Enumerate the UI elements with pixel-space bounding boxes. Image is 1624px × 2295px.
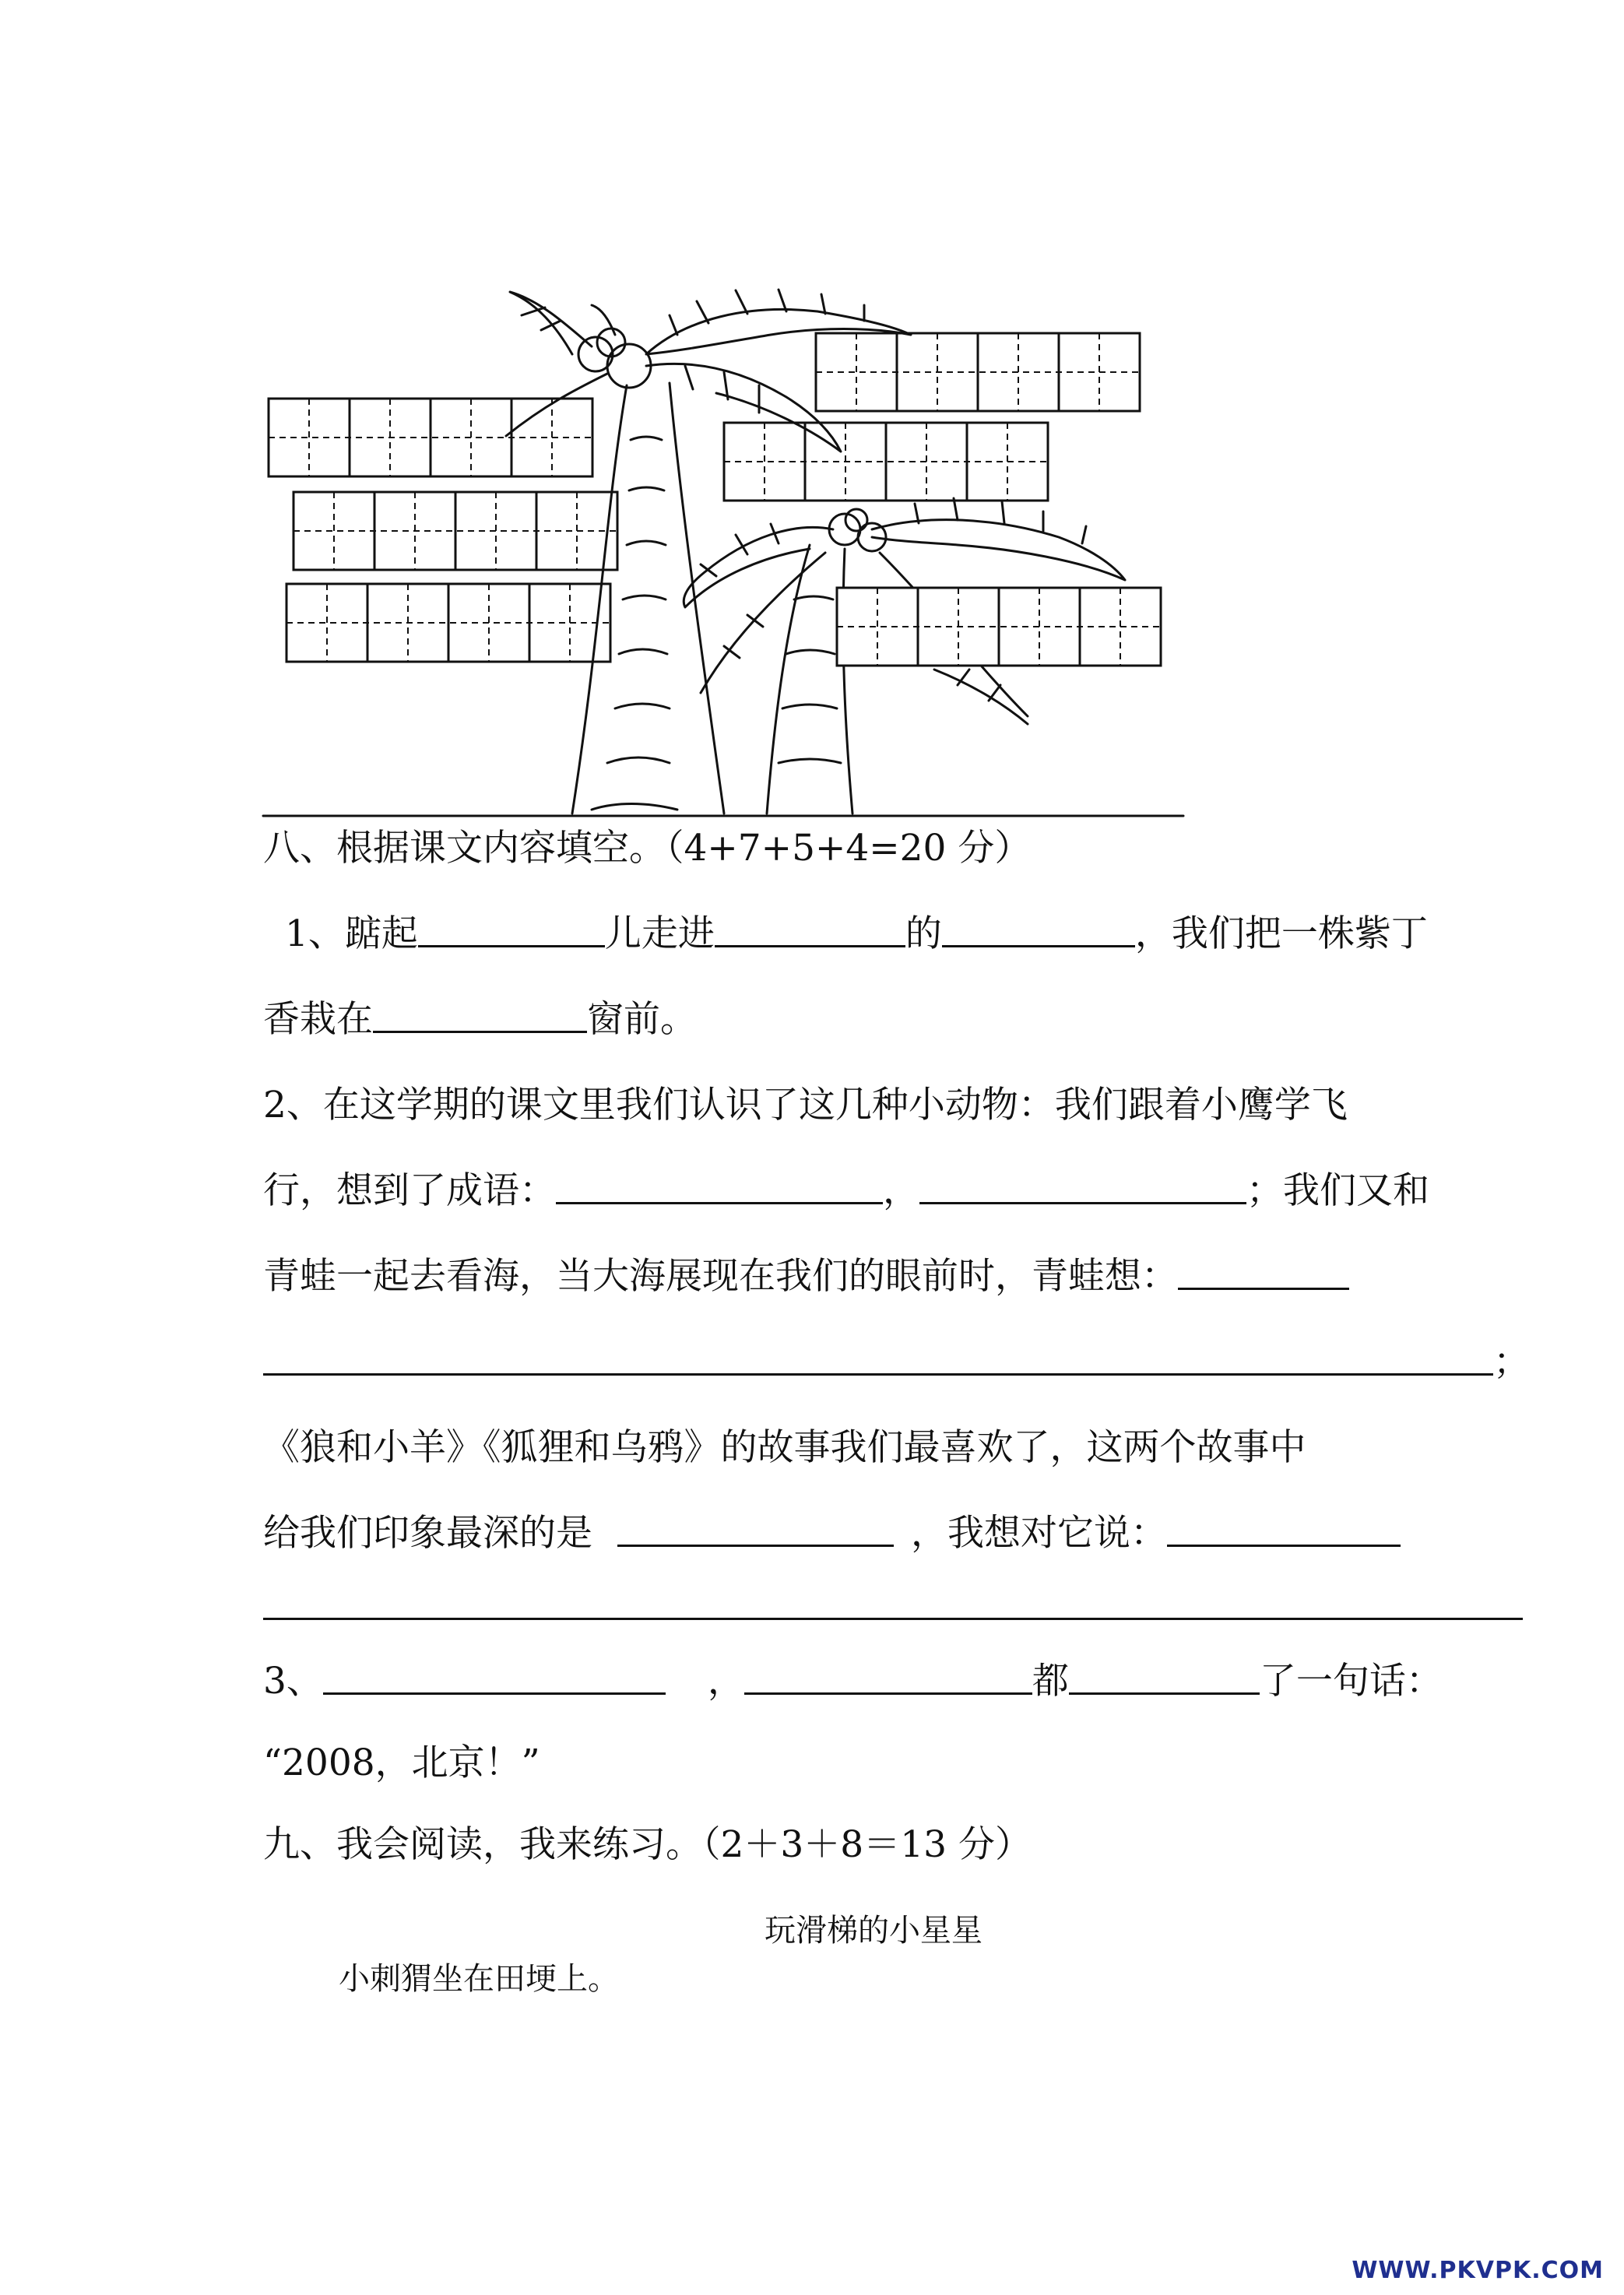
q1-line1: 1、踮起 儿走进 的 ，我们把一株紫丁 [285,912,1428,955]
q2-blank-idiom-2[interactable] [919,1168,1246,1204]
q3-line1: 3、 ， 都 了一句话： [263,1660,1443,1703]
q2-blank-say-cont[interactable] [263,1618,1523,1620]
q2-line3: 青蛙一起去看海，当大海展现在我们的眼前时，青蛙想： [263,1253,1349,1300]
palm-frond [701,553,825,693]
palm-frond [646,309,911,354]
q2-line2: 行，想到了成语： ， ；我们又和 [263,1169,1429,1212]
q1-blank-4[interactable] [373,996,587,1033]
q2-blank-frog-thought[interactable] [1178,1253,1349,1290]
section9-heading: 九、我会阅读，我来练习。（2＋3＋8＝13 分） [263,1823,1032,1866]
q2-line4: ； [263,1339,1530,1386]
writing-grid-row [724,423,1048,501]
q3-line2: “2008，北京！” [263,1741,540,1784]
palm-tree-illustration [0,0,1624,841]
palm-frond [510,292,592,354]
palm-frond [872,520,1125,580]
watermark: WWW.PKVPK.COM [1352,2257,1604,2284]
writing-grid-group [269,333,1161,666]
q3-blank-2[interactable] [744,1658,1032,1695]
story-line-1: 小刺猬坐在田埂上。 [339,1961,619,1997]
q3-blank-1[interactable] [323,1658,666,1695]
palm-trunk-left [572,383,724,814]
writing-grid-row [286,584,610,662]
q1-line2: 香栽在 窗前。 [263,998,697,1041]
writing-grid-row [294,492,617,570]
q1-blank-3[interactable] [942,911,1135,947]
q2-blank-frog-thought-cont[interactable] [263,1339,1493,1376]
q2-blank-say[interactable] [1167,1510,1401,1547]
q2-blank-impression[interactable] [617,1510,894,1547]
writing-grid-row [269,399,592,476]
q2-blank-idiom-1[interactable] [556,1168,883,1204]
section8-heading: 八、根据课文内容填空。（4+7+5+4=20 分） [263,827,1032,870]
q3-blank-3[interactable] [1069,1658,1260,1695]
q2-line1: 2、在这学期的课文里我们认识了这几种小动物：我们跟着小鹰学飞 [263,1084,1348,1126]
coconut [607,344,651,388]
writing-grid-row [837,588,1161,666]
q1-blank-2[interactable] [715,911,905,947]
q2-line6: 给我们印象最深的是 ，我想对它说： [263,1510,1401,1557]
q1-blank-1[interactable] [418,911,605,947]
palm-trunk-right [767,545,852,814]
story-title: 玩滑梯的小星星 [765,1913,982,1949]
q2-line5: 《狼和小羊》《狐狸和乌鸦》的故事我们最喜欢了，这两个故事中 [263,1426,1306,1469]
writing-grid-row [816,333,1140,411]
